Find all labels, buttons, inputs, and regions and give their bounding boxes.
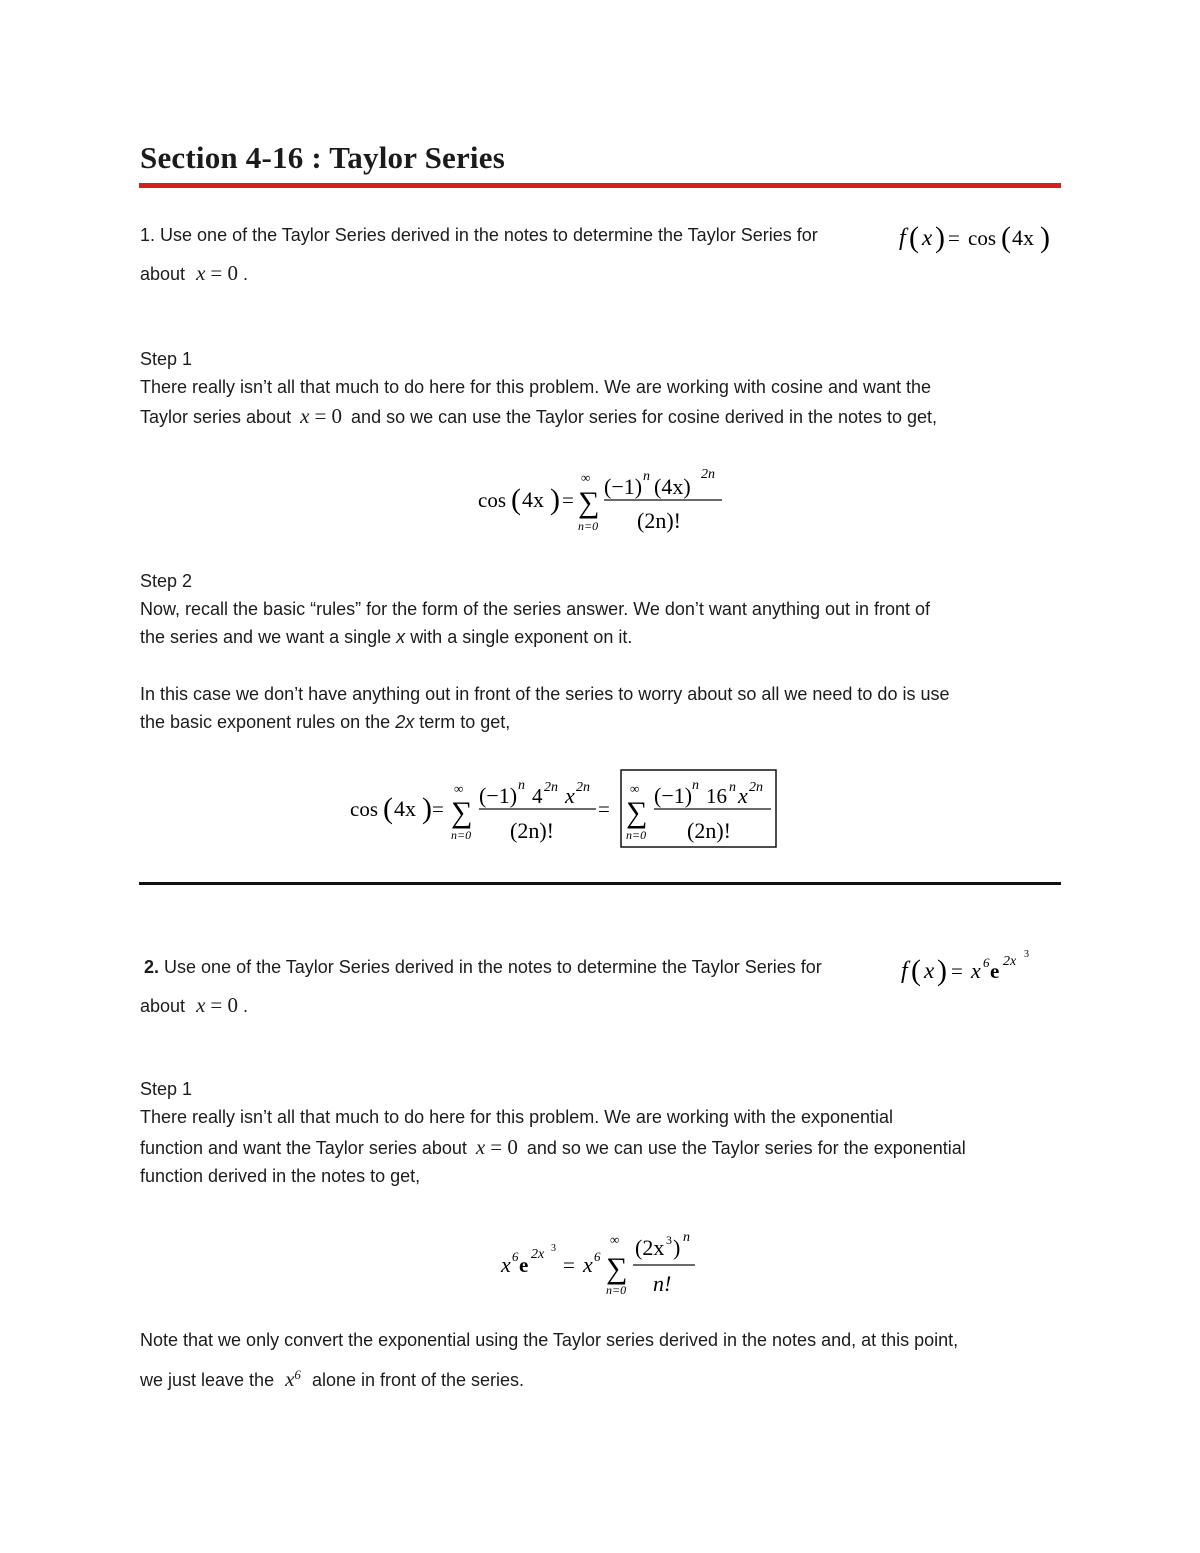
math-2x: 2x (1003, 954, 1017, 969)
math-4x-paren: (4x) (654, 474, 691, 499)
math-x: x (285, 1367, 295, 1391)
step-2-line-3: In this case we don’t have anything out in front of the series to worry about so all we need to do is use (140, 684, 950, 704)
about-label: about (140, 264, 186, 284)
paren: ) (422, 792, 432, 825)
math-x: x (196, 993, 206, 1017)
math-4x: 4x (1012, 225, 1034, 250)
math-x: x (924, 958, 935, 983)
math-2n: 2n (749, 780, 763, 795)
text: and so we can use the Taylor series for the exponential (526, 1138, 966, 1158)
math-2n-fact: (2n)! (637, 508, 681, 533)
sigma-icon: ∑ (606, 1252, 628, 1285)
math-inf: ∞ (581, 470, 591, 485)
step-2-label: Step 2 (140, 571, 193, 591)
problem-2-about-line (140, 991, 248, 1021)
step-1-line-2 (140, 1133, 966, 1163)
step-2-line-1: Now, recall the basic “rules” for the form of the series answer. We don’t want anything out in front of (140, 599, 931, 619)
note-line-2 (140, 1360, 524, 1395)
problem-2-function (897, 945, 1037, 987)
period: . (243, 264, 249, 284)
math-eq: = (563, 1253, 575, 1277)
title-divider (139, 183, 1061, 188)
math-n0: n=0 (578, 519, 599, 533)
math-2x: 2x (531, 1247, 545, 1262)
problem-number: 2. (144, 957, 160, 977)
text: function and want the Taylor series about (140, 1138, 467, 1158)
math-cos: cos (350, 797, 378, 821)
paren: ) (673, 1235, 681, 1260)
sigma-icon: ∑ (578, 486, 600, 519)
paren: ) (935, 221, 945, 254)
text: the series and we want a single (140, 627, 392, 647)
math-eq: = (432, 797, 444, 821)
text: term to get, (419, 712, 511, 732)
math-inf: ∞ (454, 781, 464, 796)
math-2x: 2x (395, 712, 415, 732)
math-x: x (300, 404, 310, 428)
math-4x: 4x (522, 487, 544, 512)
sigma-icon: ∑ (451, 796, 473, 829)
paren: ( (1001, 221, 1011, 254)
paren: ) (937, 954, 947, 987)
step-1-line-2 (140, 402, 937, 432)
math-16: 16 (706, 784, 727, 808)
sigma-icon: ∑ (626, 796, 648, 829)
text: we just leave the (140, 1370, 275, 1390)
math-n: n (683, 1230, 690, 1245)
paren: ) (550, 483, 560, 516)
math-eq0: = 0 (314, 404, 343, 428)
math-eq0: = 0 (210, 261, 238, 285)
math-6: 6 (594, 1249, 601, 1264)
math-x: x (501, 1252, 511, 1277)
math-n0: n=0 (626, 828, 647, 842)
paren: ( (383, 792, 393, 825)
math-inf: ∞ (630, 781, 640, 796)
math-eq0: = 0 (490, 1135, 518, 1159)
step-1-line-1: There really isn’t all that much to do here for this problem. We are working with the exponential (140, 1107, 894, 1127)
paren: ( (511, 483, 521, 516)
period: . (243, 996, 249, 1016)
step-1-label: Step 1 (140, 1079, 193, 1099)
math-neg1: (−1) (479, 783, 518, 808)
text: with a single exponent on it. (410, 627, 633, 647)
step-1-label: Step 1 (140, 349, 193, 369)
math-e: e (990, 959, 1000, 983)
problem-1-function (895, 218, 1055, 258)
about-label: about (140, 996, 186, 1016)
step-2-line-2 (140, 623, 632, 652)
math-neg1: (−1) (604, 474, 643, 499)
math-x: x (565, 783, 575, 808)
math-n: n (729, 780, 736, 795)
note-line-1: Note that we only convert the exponential using the Taylor series derived in the notes and, at this point, (140, 1330, 959, 1350)
text: Taylor series about (140, 407, 292, 427)
problem-2-prompt (144, 953, 822, 982)
math-2n: 2n (544, 780, 558, 795)
math-6: 6 (512, 1249, 519, 1264)
math-3: 3 (1024, 949, 1029, 960)
math-x: x (475, 1135, 486, 1159)
math-n: n (518, 778, 525, 793)
math-x: x (738, 783, 748, 808)
step-1-line-3: function derived in the notes to get, (140, 1166, 421, 1186)
paren: ( (909, 221, 919, 254)
math-cos: cos (968, 226, 996, 250)
math-eq: = (598, 797, 610, 821)
equation-cos-series-simplified (340, 765, 785, 855)
math-n-fact: n! (653, 1271, 672, 1296)
problem-text: Use one of the Taylor Series derived in the notes to determine the Taylor Series for (164, 957, 822, 977)
math-2n: 2n (576, 780, 590, 795)
math-4: 4 (532, 784, 543, 808)
step-1-line-1: There really isn’t all that much to do here for this problem. We are working with cosine and want the (140, 377, 932, 397)
step-2-line-4 (140, 708, 510, 737)
math-x: x (396, 627, 406, 647)
math-eq: = (562, 488, 574, 512)
math-x: x (971, 958, 981, 983)
math-2n-fact: (2n)! (687, 818, 731, 843)
math-6: 6 (983, 955, 990, 970)
math-4x: 4x (394, 796, 416, 821)
math-n: n (692, 778, 699, 793)
math-cos: cos (478, 488, 506, 512)
paren: ) (1040, 221, 1050, 254)
page-title: Section 4-16 : Taylor Series (140, 140, 505, 175)
problem-1-prompt (140, 221, 818, 250)
math-2n-fact: (2n)! (510, 818, 554, 843)
math-3: 3 (551, 1243, 556, 1254)
equation-cos-series (470, 460, 740, 540)
math-eq: = (948, 226, 960, 250)
equation-exponential-series (495, 1222, 710, 1302)
math-2n: 2n (701, 467, 715, 482)
math-x: x (922, 225, 933, 250)
math-n0: n=0 (451, 828, 472, 842)
math-n0: n=0 (606, 1283, 627, 1297)
math-3: 3 (666, 1233, 672, 1247)
math-eq0: = 0 (210, 993, 238, 1017)
problem-divider (139, 882, 1061, 885)
math-f: f (899, 225, 906, 251)
problem-1-about-line (140, 259, 248, 289)
math-e: e (519, 1253, 529, 1277)
problem-text: Use one of the Taylor Series derived in the notes to determine the Taylor Series for (160, 225, 818, 245)
math-f: f (901, 958, 908, 984)
text: alone in front of the series. (311, 1370, 525, 1390)
math-inf: ∞ (610, 1232, 620, 1247)
text: and so we can use the Taylor series for cosine derived in the notes to get, (351, 407, 938, 427)
math-n: n (643, 469, 650, 484)
math-neg1: (−1) (654, 783, 693, 808)
problem-number: 1. (140, 225, 156, 245)
math-eq: = (951, 959, 963, 983)
text: the basic exponent rules on the (140, 712, 391, 732)
math-6: 6 (294, 1367, 301, 1382)
math-x: x (196, 261, 206, 285)
paren: ( (911, 954, 921, 987)
math-paren-2x: (2x (635, 1235, 665, 1260)
math-x: x (583, 1252, 593, 1277)
